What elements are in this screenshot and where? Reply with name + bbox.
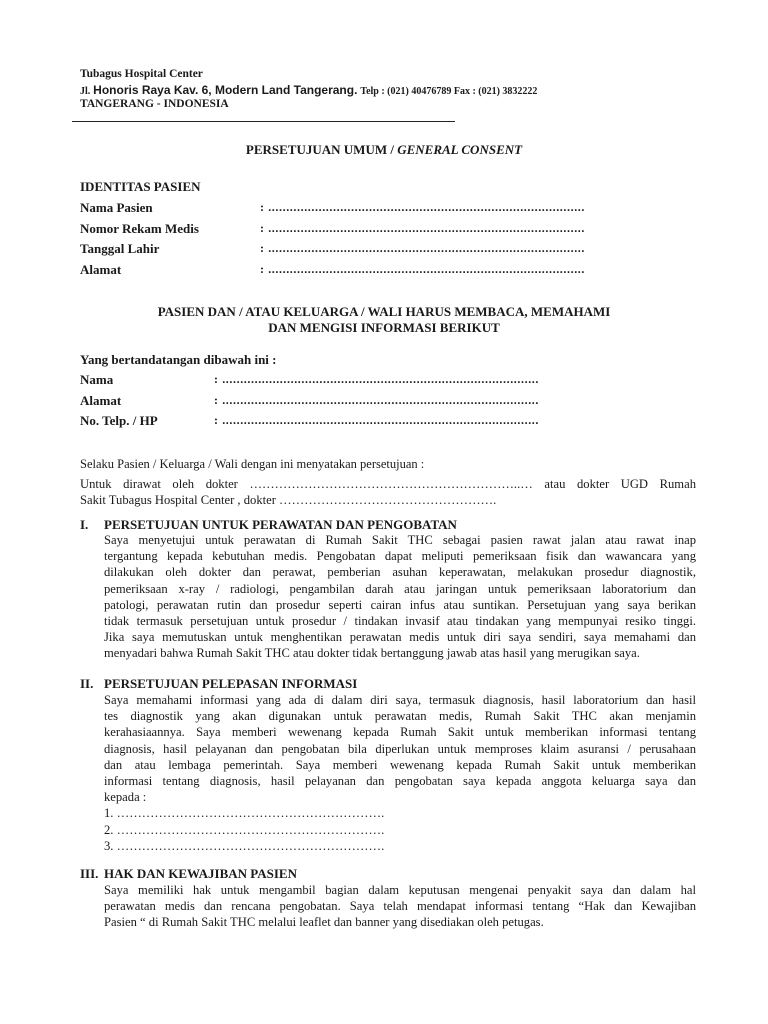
notice-line-2: DAN MENGISI INFORMASI BERIKUT [268,320,500,335]
document-title [0,142,768,158]
section-2-line: informasi tentang diagnosis, hasil pelayanan dan pengobatan saya kepada anggota keluarga saya dan [104,774,696,789]
header-divider [72,121,455,122]
section-1-line: menyadari bahwa Rumah Sakit THC atau dokter tidak bertanggung jawab atas hasil yang merugikan saya. [104,646,640,661]
section-3-body [104,882,696,931]
patient-name-field[interactable]: : ........................................................................................ [260,200,585,214]
medical-record-field[interactable]: : ........................................................................................ [260,221,585,235]
section-1-line: pemeriksaan x-ray / radiologi, pengambilan darah atau jaringan untuk pemeriksaan laboratorium dan [104,581,696,596]
birth-date-label: Tanggal Lahir [80,241,160,256]
signer-heading: Yang bertandatangan dibawah ini : [80,352,277,367]
section-2-number: II. [80,676,94,691]
section-2-line: kerahasiaannya. Saya memberi wewenang kepada Rumah Sakit untuk memberikan informasi tentang [104,725,696,740]
hospital-address [80,83,537,97]
doctor-line-2[interactable]: Sakit Tubagus Hospital Center , dokter ……………………………………………. [80,493,497,508]
section-1-line: tidak termasuk persetujuan untuk prosedur / tindakan invasif atau tindakan yang mempunyai resiko tinggi. [104,614,696,629]
section-3-line: Pasien “ di Rumah Sakit THC melalui leaflet dan banner yang disediakan oleh petugas. [104,915,544,930]
identity-heading: IDENTITAS PASIEN [80,179,201,194]
section-3-line: Saya memiliki hak untuk mengambil bagian dalam keputusan mengenai penyakit saya dan dalam hal [104,883,696,897]
statement-intro: Selaku Pasien / Keluarga / Wali dengan ini menyatakan persetujuan : [80,457,425,471]
medical-record-label: Nomor Rekam Medis [80,221,199,236]
section-2-line: dan atau lembaga pemerintah. Saya memberi wewenang kepada Rumah Sakit untuk memberikan [104,757,696,772]
address-prefix: Jl. [80,86,91,97]
section-1-line: tergantung kepada kebutuhan medis. Pengobatan dapat meliputi pemeriksaan fisik dan wawancara yang [104,549,696,564]
address-contact: Telp : (021) 40476789 Fax : (021) 3832222 [360,86,538,97]
section-2-title: PERSETUJUAN PELEPASAN INFORMASI [104,676,358,691]
signer-phone-field[interactable]: : ........................................................................................ [214,413,539,427]
family-list-item-1[interactable]: 1. ………………………………………………………. [104,806,385,821]
hospital-name: Tubagus Hospital Center [80,68,203,80]
title-italic: GENERAL CONSENT [397,142,523,157]
section-2-body [104,692,696,854]
hospital-city: TANGERANG - INDONESIA [80,98,229,110]
family-list-item-3[interactable]: 3. ………………………………………………………. [104,838,385,853]
section-1-line: Saya menyetujui untuk perawatan di Rumah Sakit THC sebagai pasien rawat jalan atau rawat inap [104,533,696,547]
doctor-line-1[interactable]: Untuk dirawat oleh dokter ………………………………………………………..… atau dokter UGD Rumah [80,477,696,491]
section-1-line: dilakukan oleh dokter dan perawat, pemberian asuhan keperawatan, melakukan prosedur diagnostik, [104,565,696,580]
birth-date-field[interactable]: : ........................................................................................ [260,241,585,255]
section-3-title: HAK DAN KEWAJIBAN PASIEN [104,866,297,881]
title-main: PERSETUJUAN UMUM / [245,142,398,157]
section-3-line: perawatan medis dan rencana pengobatan. Saya telah mendapat informasi tentang “Hak dan Kewajiban [104,899,696,914]
section-1-number: I. [80,517,89,532]
signer-address-field[interactable]: : ........................................................................................ [214,393,539,407]
section-1-line: patologi, perawatan rutin dan prosedur seperti cairan infus atau suntikan. Persetujuan yang saya berikan [104,597,696,612]
patient-name-label: Nama Pasien [80,200,153,215]
family-list-item-2[interactable]: 2. ………………………………………………………. [104,822,385,837]
patient-address-label: Alamat [80,262,122,277]
section-2-line: kepada : [104,790,147,805]
section-2-line: Saya memahami informasi yang ada di dalam diri saya, termasuk diagnosis, hasil laboratorium dan hasil [104,693,696,707]
section-1-body [104,532,696,662]
doctor-statement [80,476,696,508]
signer-address-label: Alamat [80,393,122,408]
patient-address-field[interactable]: : ........................................................................................ [260,262,585,276]
section-3-number: III. [80,866,99,881]
notice-line-1: PASIEN DAN / ATAU KELUARGA / WALI HARUS MEMBACA, MEMAHAMI [157,304,611,319]
signer-phone-label: No. Telp. / HP [80,413,158,428]
section-1-line: Jika saya memutuskan untuk menghentikan perawatan medis untuk diri saya sendiri, saya memahami dan [104,630,696,645]
section-2-line: diagnosis, hasil pelayanan dan pengobatan bila diperlukan untuk memproses klaim asuransi / perusahaan [104,741,696,756]
section-2-line: tes diagnostik yang akan digunakan untuk perawatan medis, Rumah Sakit THC akan menjamin [104,709,696,724]
section-1-title: PERSETUJUAN UNTUK PERAWATAN DAN PENGOBATAN [104,517,457,532]
signer-name-field[interactable]: : ........................................................................................ [214,372,539,386]
address-main: Honoris Raya Kav. 6, Modern Land Tangerang. [93,83,358,97]
signer-name-label: Nama [80,372,114,387]
